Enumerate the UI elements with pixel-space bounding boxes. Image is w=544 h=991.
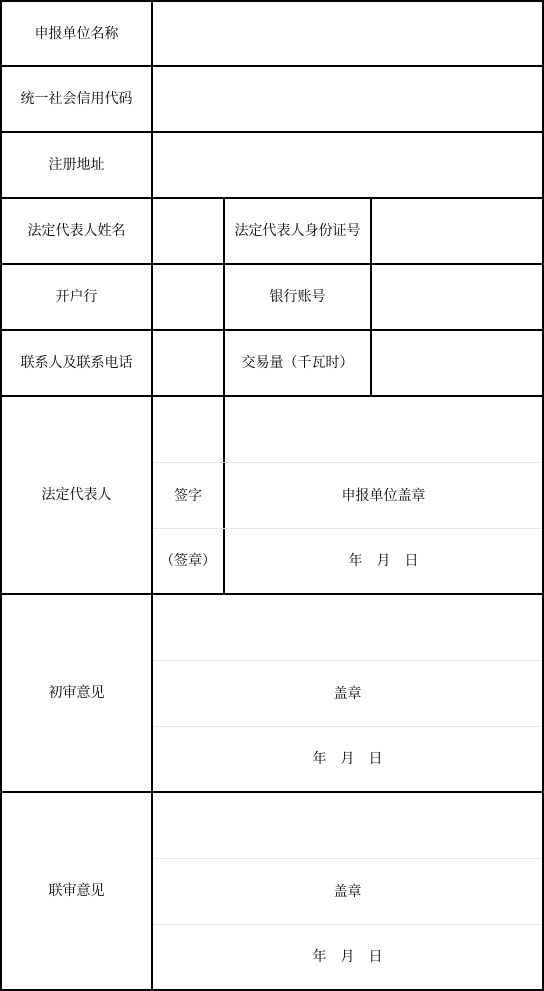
volume-label: 交易量（千瓦时） xyxy=(241,355,354,371)
unit-seal-label: 申报单位盖章 xyxy=(341,487,426,504)
initial-review-date: 年 月 日 xyxy=(312,751,383,767)
bank-label: 开户行 xyxy=(55,289,98,305)
credit-code-label: 统一社会信用代码 xyxy=(20,91,133,107)
legal-rep-id-field[interactable] xyxy=(372,199,542,263)
unit-name-label: 申报单位名称 xyxy=(34,25,119,42)
joint-review-seal-label: 盖章 xyxy=(333,883,362,900)
address-field[interactable] xyxy=(153,133,542,197)
joint-review-date: 年 月 日 xyxy=(312,949,383,965)
contact-field[interactable] xyxy=(153,331,223,395)
legal-rep-block-label: 法定代表人 xyxy=(41,487,112,503)
address-label: 注册地址 xyxy=(48,157,105,173)
joint-review-opinion-area[interactable] xyxy=(153,793,542,858)
signature-date: 年 月 日 xyxy=(348,553,419,569)
credit-code-field[interactable] xyxy=(153,67,542,131)
seal-label: （签章） xyxy=(160,553,216,569)
unit-name-field[interactable] xyxy=(153,2,542,65)
bank-account-field[interactable] xyxy=(372,265,542,329)
sign-label: 签字 xyxy=(174,487,202,504)
legal-rep-id-label: 法定代表人身份证号 xyxy=(234,223,361,239)
legal-rep-name-label: 法定代表人姓名 xyxy=(27,223,126,239)
bank-field[interactable] xyxy=(153,265,223,329)
initial-review-label: 初审意见 xyxy=(48,685,105,701)
joint-review-label: 联审意见 xyxy=(48,883,105,899)
legal-rep-name-field[interactable] xyxy=(153,199,223,263)
initial-review-opinion-area[interactable] xyxy=(153,595,542,660)
initial-review-seal-label: 盖章 xyxy=(333,685,362,702)
volume-field[interactable] xyxy=(372,331,542,395)
contact-label: 联系人及联系电话 xyxy=(20,355,133,371)
unit-seal-area[interactable] xyxy=(225,397,542,462)
bank-account-label: 银行账号 xyxy=(269,289,326,305)
legal-rep-signature-area[interactable] xyxy=(153,397,223,462)
